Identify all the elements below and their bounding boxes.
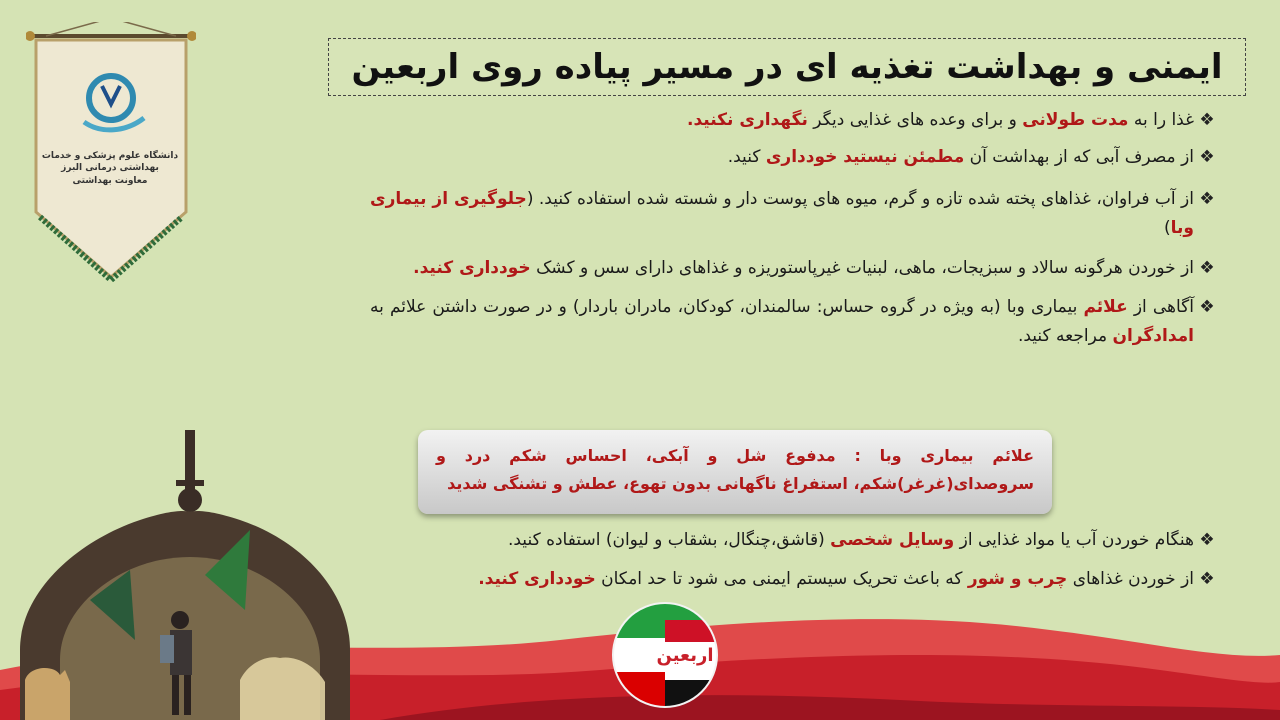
bullet-list-bottom — [370, 526, 1220, 594]
bullet-item-5 — [370, 293, 1220, 351]
text-part: از خوردن هرگونه سالاد و سبزیجات، ماهی، لبنیات غیرپاستوریزه و غذاهای دارای سس و کشک — [530, 258, 1194, 278]
bullet-text — [370, 106, 1194, 135]
bullet-item-4 — [370, 254, 1220, 283]
banner-department-name: معاونت بهداشتی — [72, 176, 148, 186]
text-part: . — [478, 569, 485, 589]
text-part: غذا را به — [1128, 110, 1194, 130]
text-part: آگاهی از — [1127, 297, 1194, 317]
bullet-text — [370, 565, 1194, 594]
bullet-item-2 — [370, 143, 1220, 172]
text-part: . — [687, 110, 694, 130]
bullet-item-6 — [370, 526, 1220, 555]
text-part: از مصرف آبی که از بهداشت آن — [964, 147, 1194, 167]
highlight-text: مطمئن نیستید خودداری — [765, 147, 965, 167]
bullet-diamond-icon: ❖ — [1199, 189, 1215, 209]
highlight-text: خودداری کنید — [419, 258, 531, 278]
text-part: بیماری وبا (به ویژه در گروه حساس: سالمندان، کودکان، مادران باردار) و در صورت داشتن علائم به — [370, 297, 1084, 317]
banner-university-name: دانشگاه علوم پزشکی و خدمات بهداشتی درمانی البرز — [41, 151, 179, 173]
bullet-text — [370, 143, 1194, 172]
title-box — [328, 38, 1246, 96]
bullet-text — [370, 185, 1194, 243]
bullet-item-1 — [370, 106, 1220, 135]
banner-caption — [40, 150, 180, 188]
text-part: کنید. — [727, 147, 766, 167]
bullet-text — [370, 254, 1194, 283]
highlight-text: خودداری کنید — [484, 569, 596, 589]
text-part: هنگام خوردن آب یا مواد غذایی از — [954, 530, 1194, 550]
page-title: ایمنی و بهداشت تغذیه ای در مسیر پیاده روی اربعین — [351, 47, 1223, 87]
bullet-diamond-icon: ❖ — [1199, 110, 1215, 130]
bullet-list-top — [370, 106, 1220, 351]
highlight-text: وسایل شخصی — [830, 530, 955, 550]
highlight-text: مدت طولانی — [1022, 110, 1129, 130]
arbaeen-logo-text: اربعین — [656, 645, 714, 666]
bullet-diamond-icon: ❖ — [1199, 258, 1215, 278]
bullet-item-3 — [370, 185, 1220, 243]
text-part: از آب فراوان، غذاهای پخته شده تازه و گرم، میوه های پوست دار و شسته شده استفاده کنید. ( — [526, 189, 1194, 209]
bullet-diamond-icon: ❖ — [1199, 147, 1215, 167]
bullet-item-7 — [370, 565, 1220, 594]
highlight-text: علائم — [1083, 297, 1128, 317]
bullet-diamond-icon: ❖ — [1199, 569, 1215, 589]
text-part: و برای وعده های غذایی دیگر — [807, 110, 1023, 130]
bullet-diamond-icon: ❖ — [1199, 297, 1215, 317]
text-part: ) — [1164, 218, 1171, 238]
highlight-text: جلوگیری از بیماری وبا — [370, 189, 1194, 238]
bullet-text — [370, 293, 1194, 351]
text-part: (قاشق،چنگال، بشقاب و لیوان) استفاده کنید. — [507, 530, 831, 550]
text-part: . — [413, 258, 420, 278]
highlight-text: نگهداری نکنید — [693, 110, 808, 130]
highlight-text: امدادگران — [1112, 326, 1194, 346]
bullet-diamond-icon: ❖ — [1199, 530, 1215, 550]
highlight-text: چرب و شور — [967, 569, 1068, 589]
text-part: مراجعه کنید. — [1017, 326, 1113, 346]
text-part: از خوردن غذاهای — [1067, 569, 1194, 589]
bullet-text — [370, 526, 1194, 555]
cholera-symptoms-box: علائم بیماری وبا : مدفوع شل و آبکی، احساس شکم درد و سروصدای(غرغر)شکم، استفراغ ناگهانی بدون تهوع، عطش و تشنگی شدید — [418, 430, 1052, 514]
mosque-pilgrims-illustration — [0, 420, 360, 720]
text-part: که باعث تحریک سیستم ایمنی می شود تا حد امکان — [595, 569, 968, 589]
